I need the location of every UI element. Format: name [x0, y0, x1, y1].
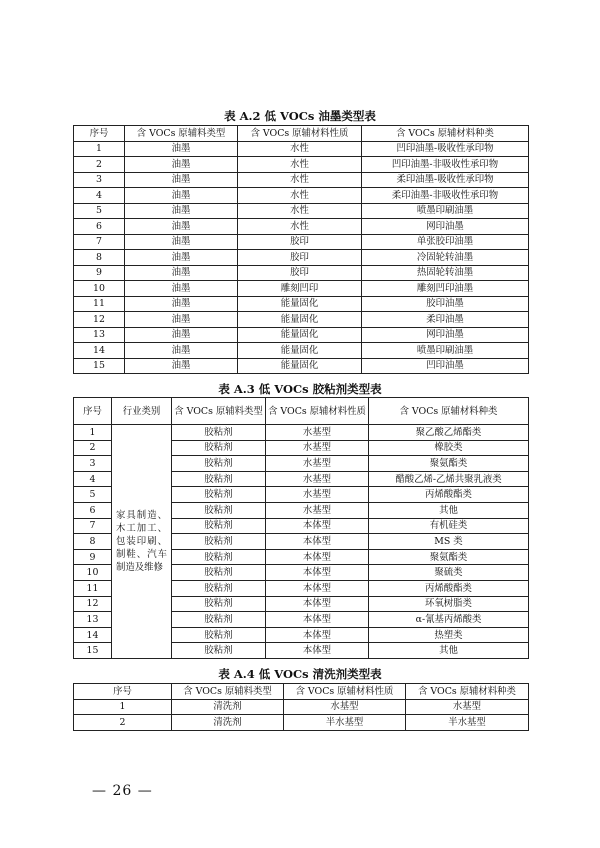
- table-cell: 柔印油墨: [362, 312, 529, 328]
- table-cell: 本体型: [266, 534, 369, 550]
- table-cell: 8: [74, 250, 125, 266]
- table-header-row: [74, 126, 529, 142]
- table-row: [74, 265, 529, 281]
- table-cell: 丙烯酸酯类: [369, 487, 529, 503]
- table-row: [74, 358, 529, 374]
- table-cell: 13: [74, 327, 125, 343]
- table-cell: 热塑类: [369, 627, 529, 643]
- table-row: [74, 234, 529, 250]
- table-cell: 能量固化: [238, 312, 362, 328]
- table-cell: 2: [74, 440, 112, 456]
- industry-cell: 家具制造、木工加工、包装印刷、制鞋、汽车制造及维修: [112, 425, 172, 659]
- table-cell: 柔印油墨-吸收性承印物: [362, 172, 529, 188]
- header-cell: 含 VOCs 原辅材料种类: [362, 126, 529, 142]
- table-cell: 其他: [369, 643, 529, 659]
- table-cell: 能量固化: [238, 327, 362, 343]
- table-cell: 6: [74, 502, 112, 518]
- table-cell: 胶粘剂: [172, 549, 266, 565]
- table-cell: 胶粘剂: [172, 518, 266, 534]
- table-row: [74, 281, 529, 297]
- table-cell: 9: [74, 265, 125, 281]
- table-cell: 清洗剂: [172, 715, 284, 731]
- table-cell: 1: [74, 425, 112, 441]
- table-cell: 本体型: [266, 549, 369, 565]
- table-cell: 水性: [238, 172, 362, 188]
- table-cell: 水基型: [266, 425, 369, 441]
- table-cell: 本体型: [266, 643, 369, 659]
- table-cell: 油墨: [125, 219, 238, 235]
- table-cell: 15: [74, 358, 125, 374]
- table-a3-body: [74, 425, 529, 659]
- table-row: [74, 425, 529, 441]
- table-cell: 水性: [238, 219, 362, 235]
- table-cell: 胶粘剂: [172, 471, 266, 487]
- table-a3-title: 表 A.3 低 VOCs 胶粘剂类型表: [218, 382, 382, 396]
- table-cell: 6: [74, 219, 125, 235]
- table-cell: 4: [74, 188, 125, 204]
- header-cell: 含 VOCs 原辅料类型: [172, 398, 266, 425]
- table-cell: 胶粘剂: [172, 487, 266, 503]
- header-cell: 含 VOCs 原辅材料性质: [238, 126, 362, 142]
- table-cell: 胶印油墨: [362, 296, 529, 312]
- table-cell: 水性: [238, 188, 362, 204]
- table-cell: 13: [74, 612, 112, 628]
- table-row: [74, 188, 529, 204]
- table-cell: 油墨: [125, 203, 238, 219]
- table-cell: 油墨: [125, 281, 238, 297]
- table-cell: 4: [74, 471, 112, 487]
- table-cell: 水基型: [266, 471, 369, 487]
- table-cell: 10: [74, 565, 112, 581]
- table-cell: 油墨: [125, 296, 238, 312]
- table-cell: 7: [74, 518, 112, 534]
- table-cell: 1: [74, 141, 125, 157]
- table-cell: 水性: [238, 157, 362, 173]
- table-cell: 14: [74, 343, 125, 359]
- table-cell: α-氰基丙烯酸类: [369, 612, 529, 628]
- table-cell: 油墨: [125, 250, 238, 266]
- table-cell: 雕刻凹印: [238, 281, 362, 297]
- table-cell: 半水基型: [284, 715, 406, 731]
- table-cell: 凹印油墨-非吸收性承印物: [362, 157, 529, 173]
- table-row: [74, 699, 529, 715]
- table-cell: 5: [74, 203, 125, 219]
- table-cell: 聚氨酯类: [369, 456, 529, 472]
- table-a4-body: [74, 699, 529, 730]
- header-cell: 含 VOCs 原辅材料性质: [266, 398, 369, 425]
- table-cell: 本体型: [266, 612, 369, 628]
- table-cell: 胶印: [238, 250, 362, 266]
- table-cell: 14: [74, 627, 112, 643]
- table-row: [74, 312, 529, 328]
- header-cell: 含 VOCs 原辅料类型: [172, 684, 284, 700]
- table-cell: 3: [74, 172, 125, 188]
- table-cell: 本体型: [266, 596, 369, 612]
- table-cell: 12: [74, 596, 112, 612]
- table-cell: 油墨: [125, 343, 238, 359]
- table-row: [74, 250, 529, 266]
- table-cell: 12: [74, 312, 125, 328]
- table-cell: 本体型: [266, 580, 369, 596]
- table-cell: 7: [74, 234, 125, 250]
- header-cell: 序号: [74, 398, 112, 425]
- table-cell: 能量固化: [238, 358, 362, 374]
- table-cell: 水基型: [406, 699, 529, 715]
- table-row: [74, 343, 529, 359]
- table-cell: 半水基型: [406, 715, 529, 731]
- table-row: [74, 296, 529, 312]
- table-row: [74, 715, 529, 731]
- table-cell: 胶粘剂: [172, 596, 266, 612]
- table-cell: 水基型: [266, 487, 369, 503]
- table-cell: 8: [74, 534, 112, 550]
- table-cell: 胶粘剂: [172, 643, 266, 659]
- header-cell: 含 VOCs 原辅材料性质: [284, 684, 406, 700]
- table-cell: 网印油墨: [362, 219, 529, 235]
- table-cell: 油墨: [125, 157, 238, 173]
- table-cell: 15: [74, 643, 112, 659]
- table-cell: 胶粘剂: [172, 425, 266, 441]
- table-cell: 11: [74, 580, 112, 596]
- table-cell: 丙烯酸酯类: [369, 580, 529, 596]
- table-cell: 11: [74, 296, 125, 312]
- table-cell: 胶粘剂: [172, 627, 266, 643]
- table-cell: 水性: [238, 141, 362, 157]
- table-cell: 胶粘剂: [172, 534, 266, 550]
- table-cell: 橡胶类: [369, 440, 529, 456]
- table-row: [74, 141, 529, 157]
- table-row: [74, 327, 529, 343]
- table-cell: 雕刻凹印油墨: [362, 281, 529, 297]
- table-cell: 聚氨酯类: [369, 549, 529, 565]
- table-cell: 油墨: [125, 188, 238, 204]
- table-cell: 喷墨印刷油墨: [362, 203, 529, 219]
- table-cell: 本体型: [266, 518, 369, 534]
- table-cell: 本体型: [266, 565, 369, 581]
- table-cell: 9: [74, 549, 112, 565]
- table-row: [74, 172, 529, 188]
- table-cell: 10: [74, 281, 125, 297]
- table-cell: 胶粘剂: [172, 502, 266, 518]
- table-cell: 5: [74, 487, 112, 503]
- table-cell: 清洗剂: [172, 699, 284, 715]
- table-cell: 醋酸乙烯-乙烯共聚乳液类: [369, 471, 529, 487]
- header-cell: 序号: [74, 684, 172, 700]
- header-cell: 含 VOCs 原辅材料种类: [406, 684, 529, 700]
- table-a3: [73, 397, 529, 659]
- header-cell: 含 VOCs 原辅材料种类: [369, 398, 529, 425]
- table-cell: 聚硫类: [369, 565, 529, 581]
- header-cell: 序号: [74, 126, 125, 142]
- table-a4: [73, 683, 529, 731]
- table-cell: 2: [74, 157, 125, 173]
- table-row: [74, 157, 529, 173]
- page-number: — 26 —: [92, 783, 153, 799]
- table-cell: 油墨: [125, 327, 238, 343]
- table-cell: 柔印油墨-非吸收性承印物: [362, 188, 529, 204]
- table-row: [74, 219, 529, 235]
- table-cell: 有机硅类: [369, 518, 529, 534]
- table-cell: 水性: [238, 203, 362, 219]
- table-cell: 网印油墨: [362, 327, 529, 343]
- table-cell: MS 类: [369, 534, 529, 550]
- table-cell: 聚乙酸乙烯酯类: [369, 425, 529, 441]
- table-a2-title: 表 A.2 低 VOCs 油墨类型表: [224, 109, 376, 123]
- table-cell: 2: [74, 715, 172, 731]
- table-a2-body: [74, 141, 529, 374]
- header-cell: 含 VOCs 原辅料类型: [125, 126, 238, 142]
- table-cell: 水基型: [284, 699, 406, 715]
- table-header-row: [74, 398, 529, 425]
- table-cell: 热固轮转油墨: [362, 265, 529, 281]
- table-cell: 水基型: [266, 456, 369, 472]
- table-cell: 其他: [369, 502, 529, 518]
- table-cell: 冷固轮转油墨: [362, 250, 529, 266]
- table-cell: 油墨: [125, 312, 238, 328]
- table-cell: 能量固化: [238, 296, 362, 312]
- table-cell: 喷墨印刷油墨: [362, 343, 529, 359]
- table-cell: 凹印油墨-吸收性承印物: [362, 141, 529, 157]
- table-cell: 环氧树脂类: [369, 596, 529, 612]
- table-a4-title: 表 A.4 低 VOCs 清洗剂类型表: [218, 667, 382, 681]
- table-cell: 胶粘剂: [172, 580, 266, 596]
- table-cell: 凹印油墨: [362, 358, 529, 374]
- table-cell: 油墨: [125, 265, 238, 281]
- table-cell: 胶粘剂: [172, 612, 266, 628]
- table-cell: 油墨: [125, 141, 238, 157]
- table-cell: 油墨: [125, 358, 238, 374]
- table-cell: 能量固化: [238, 343, 362, 359]
- table-a2: [73, 125, 529, 374]
- table-cell: 胶粘剂: [172, 440, 266, 456]
- header-cell: 行业类别: [112, 398, 172, 425]
- table-cell: 油墨: [125, 172, 238, 188]
- table-header-row: [74, 684, 529, 700]
- table-cell: 1: [74, 699, 172, 715]
- table-cell: 单张胶印油墨: [362, 234, 529, 250]
- table-cell: 胶印: [238, 234, 362, 250]
- table-cell: 本体型: [266, 627, 369, 643]
- table-cell: 水基型: [266, 440, 369, 456]
- table-cell: 油墨: [125, 234, 238, 250]
- table-cell: 胶粘剂: [172, 456, 266, 472]
- table-row: [74, 203, 529, 219]
- table-cell: 3: [74, 456, 112, 472]
- table-cell: 胶印: [238, 265, 362, 281]
- table-cell: 胶粘剂: [172, 565, 266, 581]
- table-cell: 水基型: [266, 502, 369, 518]
